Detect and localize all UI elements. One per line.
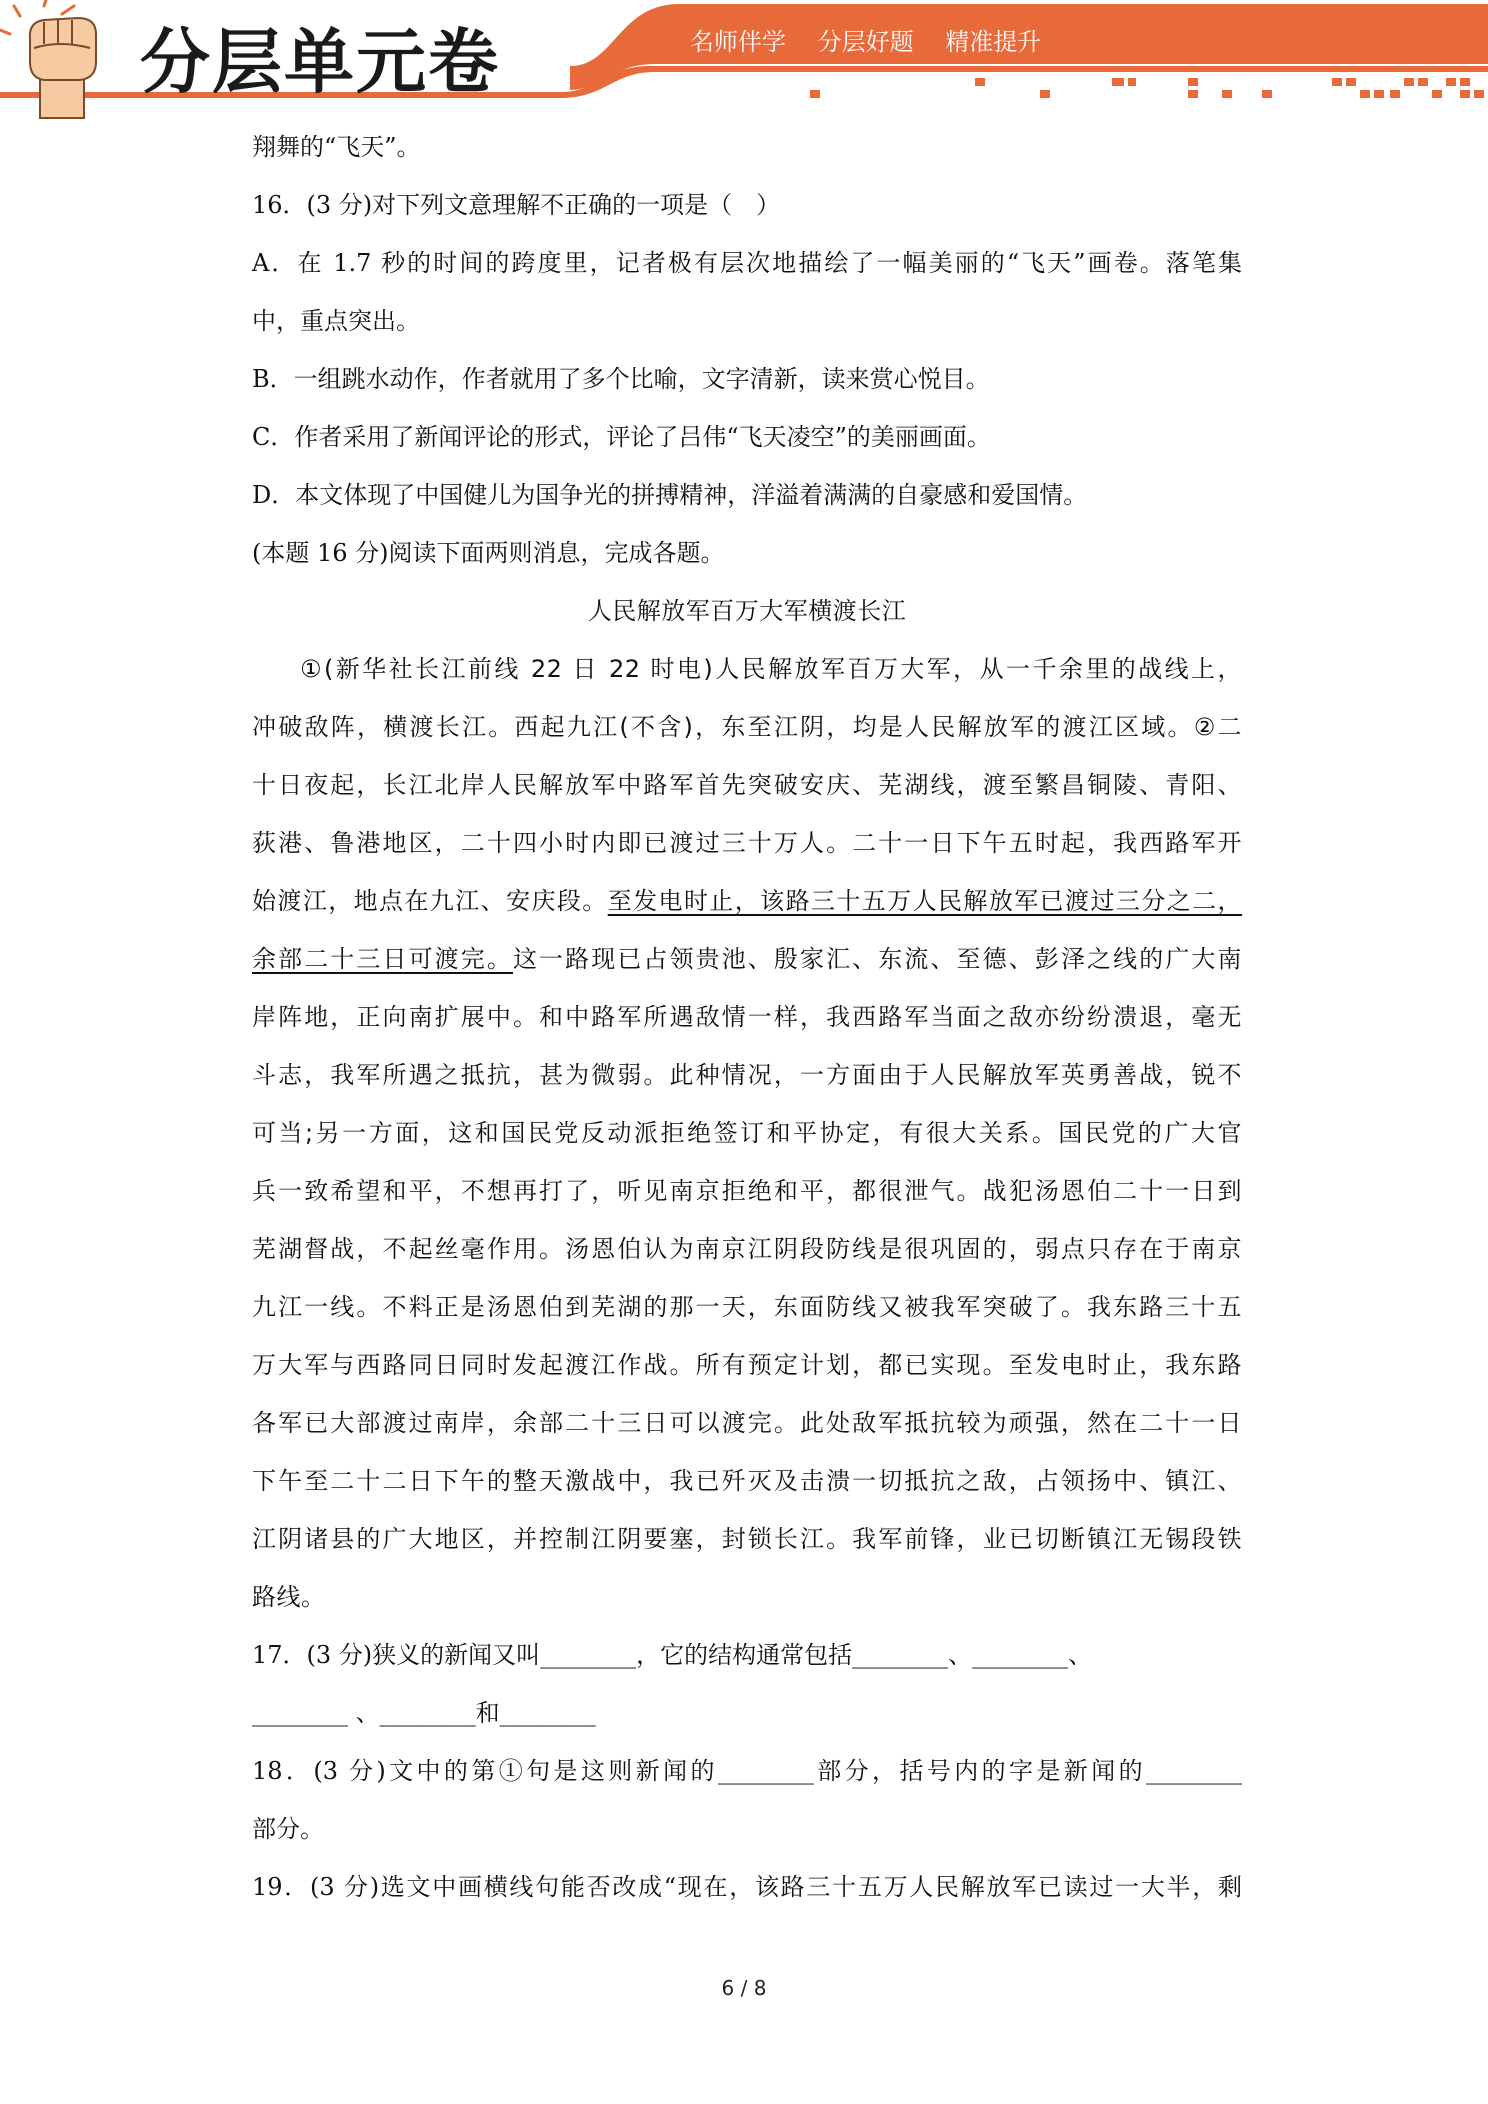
page-header [0,0,1488,120]
document-body [252,118,1242,1916]
slogan-3: 精准提升 [945,28,1042,56]
article-line: 芜湖督战，不起丝毫作用。汤恩伯认为南京江阴段防线是很巩固的，弱点只存在于南京 [252,1235,1242,1263]
underlined-sentence: 至发电时止，该路三十五万人民解放军已渡过三分之二， [607,887,1243,915]
article-title: 人民解放军百万大军横渡长江 [587,597,907,625]
slogan-2: 分层好题 [817,28,914,56]
option-a: A．在 1.7 秒的时间的跨度里，记者极有层次地描绘了一幅美丽的“飞天”画卷。落笔集 [252,249,1242,277]
article-text: 这一路现已占领贵池、殷家汇、东流、至德、彭泽之线的广大南 [512,945,1243,973]
article-line: 九江一线。不料正是汤恩伯到芜湖的那一天，东面防线又被我军突破了。我东路三十五 [252,1293,1242,1321]
article-text: 始渡江，地点在九江、安庆段。 [252,887,608,915]
article-line: 下午至二十二日下午的整天激战中，我已歼灭及击溃一切抵抗之敌，占领扬中、镇江、 [252,1467,1242,1495]
article-line: 岸阵地，正向南扩展中。和中路军所遇敌情一样，我西路军当面之敌亦纷纷溃退，毫无 [252,1003,1242,1031]
option-b: B．一组跳水动作，作者就用了多个比喻，文字清新，读来赏心悦目。 [252,365,990,393]
question-19: 19．(3 分)选文中画横线句能否改成“现在，该路三十五万人民解放军已读过一大半，剩 [252,1873,1242,1901]
fist-logo-icon [0,0,96,118]
article-line: 兵一致希望和平，不想再打了，听见南京拒绝和平，都很泄气。战犯汤恩伯二十一日到 [252,1177,1242,1205]
article-line [252,930,1242,988]
option-c: C．作者采用了新闻评论的形式，评论了吕伟“飞天凌空”的美丽画面。 [252,423,991,451]
question-18-cont: 部分。 [252,1815,324,1843]
article-line: 万大军与西路同日同时发起渡江作战。所有预定计划，都已实现。至发电时止，我东路 [252,1351,1242,1379]
slogan-1: 名师伴学 [690,28,786,56]
article-line: 荻港、鲁港地区，二十四小时内即已渡过三十万人。二十一日下午五时起，我西路军开 [252,829,1242,857]
question-16: 16．(3 分)对下列文意理解不正确的一项是（ ） [252,191,781,219]
question-17: 17．(3 分)狭义的新闻又叫________，它的结构通常包括________、________、 [252,1641,1093,1669]
question-18: 18．(3 分)文中的第①句是这则新闻的________部分，括号内的字是新闻的________ [252,1757,1242,1785]
text-line: 翔舞的“飞天”。 [252,133,421,161]
article-line [252,872,1242,930]
article-line: 斗志，我军所遇之抵抗，甚为微弱。此种情况，一方面由于人民解放军英勇善战，锐不 [252,1061,1242,1089]
article-line: 江阴诸县的广大地区，并控制江阴要塞，封锁长江。我军前锋，业已切断镇江无锡段铁 [252,1525,1242,1553]
section-instruction: (本题 16 分)阅读下面两则消息，完成各题。 [252,539,725,567]
question-17-cont: ________ 、________和________ [252,1699,596,1727]
article-line: ①(新华社长江前线 22 日 22 时电)人民解放军百万大军，从一千余里的战线上， [300,655,1242,683]
article-line: 可当;另一方面，这和国民党反动派拒绝签订和平协定，有很大关系。国民党的广大官 [252,1119,1242,1147]
article-line: 冲破敌阵，横渡长江。西起九江(不含)，东至江阴，均是人民解放军的渡江区域。②二 [252,713,1242,741]
article-line: 路线。 [252,1583,326,1611]
article-line: 十日夜起，长江北岸人民解放军中路军首先突破安庆、芜湖线，渡至繁昌铜陵、青阳、 [252,771,1242,799]
brand-title: 分层单元卷 [140,21,500,103]
page-number: 6 / 8 [721,1976,767,2000]
underlined-sentence-cont: 余部二十三日可渡完。 [252,945,513,973]
article-line: 各军已大部渡过南岸，余部二十三日可以渡完。此处敌军抵抗较为顽强，然在二十一日 [252,1409,1242,1437]
slogan-bar [690,22,1065,57]
option-d: D．本文体现了中国健儿为国争光的拼搏精神，洋溢着满满的自豪感和爱国情。 [252,481,1088,509]
option-a-cont: 中，重点突出。 [252,307,420,335]
